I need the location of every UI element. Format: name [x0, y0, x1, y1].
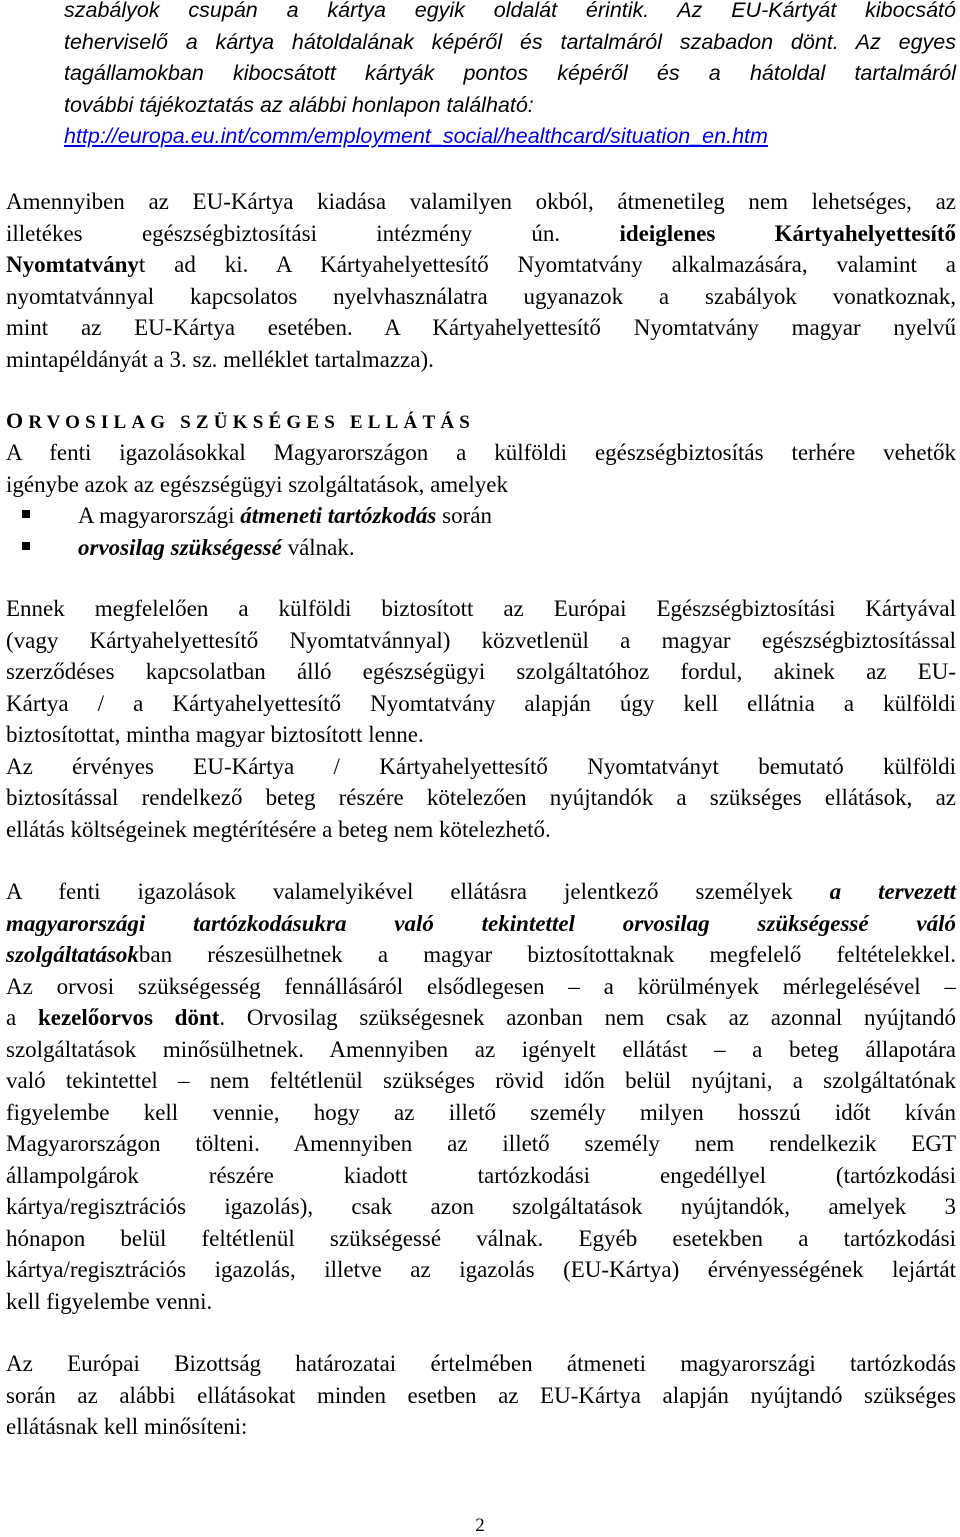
paragraph-line: biztosítottat, mintha magyar biztosított lenne. — [6, 722, 424, 747]
foreign-insured-paragraph — [6, 593, 956, 845]
paragraph-line: Az Európai Bizottság határozatai értelmében átmeneti magyarországi tartózkodás — [6, 1351, 956, 1376]
paragraph-line: A fenti igazolások valamelyikével ellátásra jelentkező személyek a tervezett — [6, 879, 956, 904]
paragraph-line: biztosítással rendelkező beteg részére kötelezően nyújtandók a szükséges ellátások, az — [6, 785, 956, 810]
paragraph-line: Magyarországon tölteni. Amennyiben az illető személy nem rendelkezik EGT — [6, 1131, 956, 1156]
paragraph-line — [6, 249, 956, 281]
paragraph-line: a kezelőorvos dönt. Orvosilag szükségesnek azonban nem csak az azonnal nyújtandó — [6, 1005, 956, 1030]
intro-line: tagállamokban kibocsátott kártyák pontos képéről és a hátoldal tartalmáról — [64, 61, 956, 85]
paragraph-line: állampolgárok részére kiadott tartózkodási engedéllyel (tartózkodási — [6, 1162, 956, 1188]
paragraph-line: mintapéldányát a 3. sz. melléklet tartalmazza). — [6, 346, 434, 372]
paragraph-line: kártya/regisztrációs igazolás, illetve az igazolás (EU-Kártya) érvényességének lejártát — [6, 1257, 956, 1282]
medical-necessity-paragraph — [6, 876, 956, 1317]
paragraph-line: Kártya / a Kártyahelyettesítő Nyomtatvány alapján úgy kell ellátnia a külföldi — [6, 690, 956, 716]
intro-paragraph — [64, 0, 956, 153]
text-run: illetékes egészségbiztosítási intézmény ún. — [6, 220, 620, 246]
heading-rest: RVOSILAG SZÜKSÉGES ELLÁTÁS — [28, 412, 476, 433]
paragraph-line: mint az EU-Kártya esetében. A Kártyahelyettesítő Nyomtatvány magyar nyelvű — [6, 315, 956, 340]
section-heading — [6, 408, 475, 434]
text-run: t ad ki. A Kártyahelyettesítő Nyomtatvány alkalmazására, valamint a — [138, 252, 956, 277]
square-bullet-icon — [22, 510, 30, 518]
list-item: A magyarországi átmeneti tartózkodás során — [6, 500, 956, 532]
paragraph-line: ellátásnak kell minősíteni: — [6, 1414, 248, 1439]
section-intro — [6, 437, 956, 563]
paragraph-line: Ennek megfelelően a külföldi biztosított az Európai Egészségbiztosítási Kártyával — [6, 596, 956, 621]
paragraph-line: Az érvényes EU-Kártya / Kártyahelyettesítő Nyomtatványt bemutató külföldi — [6, 753, 956, 779]
paragraph-line — [6, 218, 956, 250]
paragraph-line: nyomtatvánnyal kapcsolatos nyelvhasználatra ugyanazok a szabályok vonatkoznak, — [6, 283, 956, 309]
list-item: orvosilag szükségessé válnak. — [6, 532, 956, 564]
paragraph-line: igénybe azok az egészségügyi szolgáltatások, amelyek — [6, 471, 508, 497]
bold-term: Nyomtatvány — [6, 252, 139, 277]
paragraph-line: kártya/regisztrációs igazolás), csak azon szolgáltatások nyújtandók, amelyek 3 — [6, 1194, 956, 1219]
healthcard-link[interactable]: http://europa.eu.int/comm/employment_social/healthcard/situation_en.htm — [64, 124, 768, 148]
intro-line: további tájékoztatás az alábbi honlapon található: — [64, 92, 534, 117]
emphasis: szolgáltatások — [6, 942, 139, 967]
paragraph-line: Az orvosi szükségesség fennállásáról elsődlegesen – a körülmények mérlegelésével – — [6, 973, 956, 999]
intro-line: teherviselő a kártya hátoldalának képéről és tartalmáról szabadon dönt. Az egyes — [64, 29, 956, 54]
emphasis: orvosilag szükségessé — [78, 534, 282, 560]
paragraph-line: (vagy Kártyahelyettesítő Nyomtatvánnyal) közvetlenül a magyar egészségbiztosítással — [6, 627, 956, 653]
paragraph-line: hónapon belül feltétlenül szükségessé válnak. Egyéb esetekben a tartózkodási — [6, 1225, 956, 1251]
paragraph-line: szolgáltatások minősülhetnek. Amennyiben az igényelt ellátást – a beteg állapotára — [6, 1036, 956, 1062]
paragraph-line: való tekintettel – nem feltétlenül szükséges rövid időn belül nyújtani, a szolgáltatónak — [6, 1068, 956, 1093]
emphasis: átmeneti tartózkodás — [240, 503, 437, 528]
square-bullet-icon — [22, 542, 30, 550]
paragraph-line: szerződéses kapcsolatban álló egészségügyi szolgáltatóhoz fordul, akinek az EU- — [6, 659, 956, 684]
paragraph-line: Amennyiben az EU-Kártya kiadása valamilyen okból, átmenetileg nem lehetséges, az — [6, 189, 956, 214]
emphasis: a tervezett — [829, 879, 956, 904]
paragraph-line: szolgáltatásokban részesülhetnek a magyar biztosítottaknak megfelelő feltételekkel. — [6, 942, 956, 967]
paragraph-line: magyarországi tartózkodásukra való tekintettel orvosilag szükségessé váló — [6, 910, 956, 936]
paragraph-line: ellátás költségeinek megtérítésére a beteg nem kötelezhető. — [6, 816, 551, 842]
bold-term: ideiglenes Kártyahelyettesítő — [619, 220, 957, 246]
commission-paragraph — [6, 1348, 956, 1443]
card-substitute-paragraph — [6, 186, 956, 375]
paragraph-line: során az alábbi ellátásokat minden esetben az EU-Kártya alapján nyújtandó szükséges — [6, 1382, 956, 1408]
bold-term: kezelőorvos dönt — [37, 1005, 220, 1030]
paragraph-line: kell figyelembe venni. — [6, 1288, 213, 1314]
page-number: 2 — [475, 1515, 485, 1536]
paragraph-line: figyelembe kell vennie, hogy az illető személy milyen hosszú időt kíván — [6, 1099, 956, 1125]
paragraph-line: A fenti igazolásokkal Magyarországon a külföldi egészségbiztosítás terhére vehetők — [6, 440, 956, 465]
intro-line: szabályok csupán a kártya egyik oldalát érintik. Az EU-Kártyát kibocsátó — [64, 0, 956, 22]
heading-initial: O — [6, 408, 29, 433]
condition-list — [6, 500, 956, 563]
